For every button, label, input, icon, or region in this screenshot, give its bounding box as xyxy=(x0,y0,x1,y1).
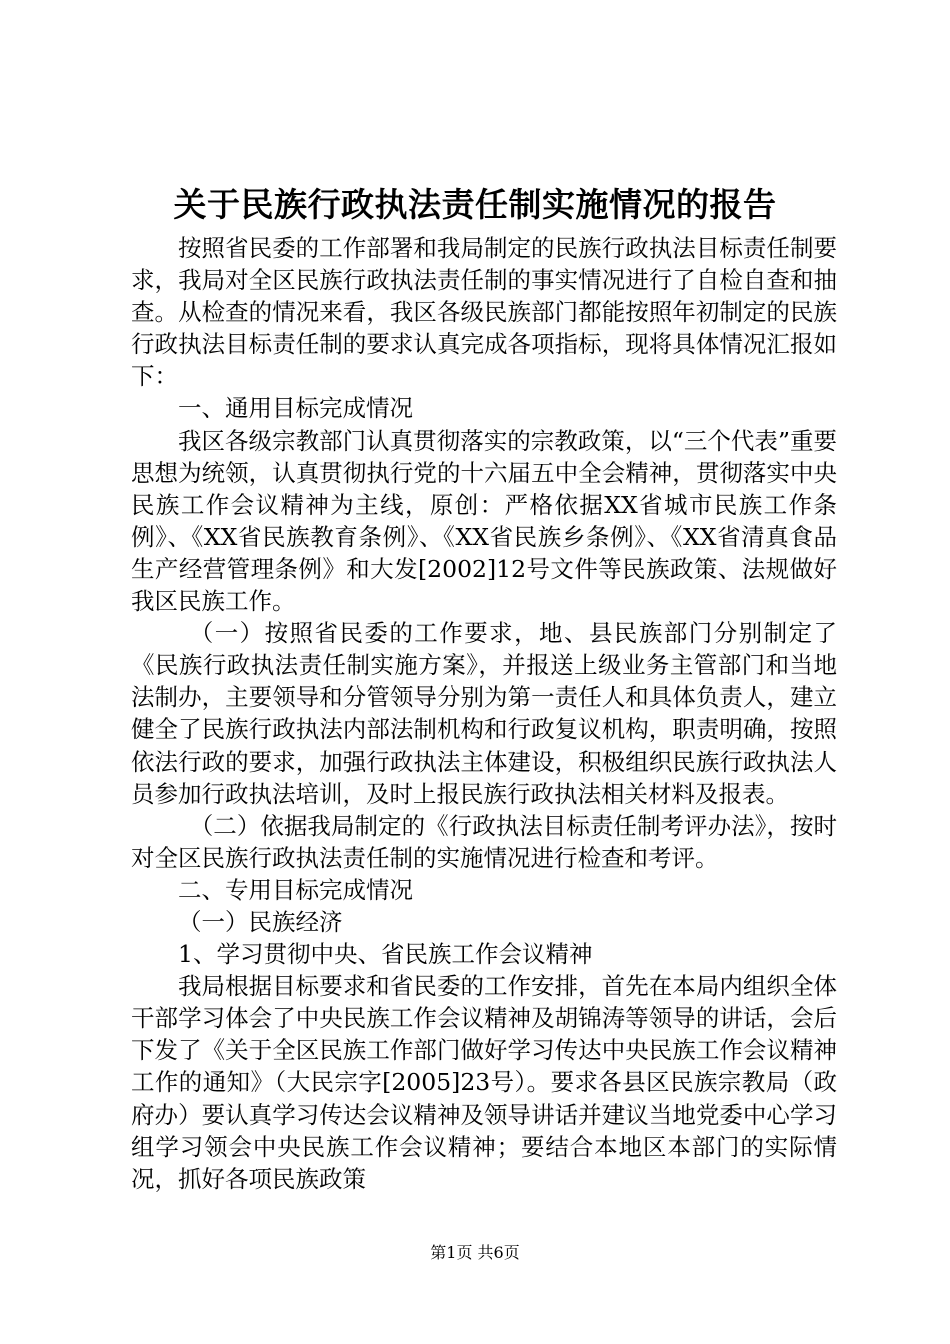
document-body xyxy=(131,232,837,1195)
document-title: 关于民族行政执法责任制实施情况的报告 xyxy=(173,185,777,224)
subsection-heading: （一）民族经济 xyxy=(178,907,343,936)
paragraph-item-2: （二）依据我局制定的《行政执法目标责任制考评办法》，按时对全区民族行政执法责任制的实施情况进行检查和考评。 xyxy=(131,811,837,872)
paragraph-item-1: （一）按照省民委的工作要求，地、县民族部门分别制定了《民族行政执法责任制实施方案》，并报送上级业务主管部门和当地法制办，主要领导和分管领导分别为第一责任人和具体负责人，建立健全了民族行政执法内部法制机构和行政复议机构，职责明确，按照依法行政的要求，加强行政执法主体建设，积极组织民族行政执法人员参加行政执法培训，及时上报民族行政执法相关材料及报表。 xyxy=(131,619,837,808)
page-footer: 第1页 共6页 xyxy=(430,1243,520,1262)
paragraph-section-1: 我区各级宗教部门认真贯彻落实的宗教政策，以“三个代表”重要思想为统领，认真贯彻执行党的十六届五中全会精神，贯彻落实中央民族工作会议精神为主线，原创：严格依据XX省城市民族工作条例》、《XX省民族教育条例》、《XX省民族乡条例》、《XX省清真食品生产经营管理条例》和大发[2002]12号文件等民族政策、法规做好我区民族工作。 xyxy=(131,426,837,616)
paragraph-intro: 按照省民委的工作部署和我局制定的民族行政执法目标责任制要求，我局对全区民族行政执法责任制的事实情况进行了自检自查和抽查。从检查的情况来看，我区各级民族部门都能按照年初制定的民族行政执法目标责任制的要求认真完成各项指标，现将具体情况汇报如下： xyxy=(131,234,837,391)
section-heading-1: 一、通用目标完成情况 xyxy=(178,394,413,423)
subsubsection-heading: 1、学习贯彻中央、省民族工作会议精神 xyxy=(178,940,593,969)
section-heading-2: 二、专用目标完成情况 xyxy=(178,875,413,904)
paragraph-section-2: 我局根据目标要求和省民委的工作安排，首先在本局内组织全体干部学习体会了中央民族工作会议精神及胡锦涛等领导的讲话，会后下发了《关于全区民族工作部门做好学习传达中央民族工作会议精神工作的通知》（大民宗字[2005]23号）。要求各县区民族宗教局（政府办）要认真学习传达会议精神及领导讲话并建议当地党委中心学习组学习领会中央民族工作会议精神；要结合本地区本部门的实际情况，抓好各项民族政策 xyxy=(131,972,837,1193)
